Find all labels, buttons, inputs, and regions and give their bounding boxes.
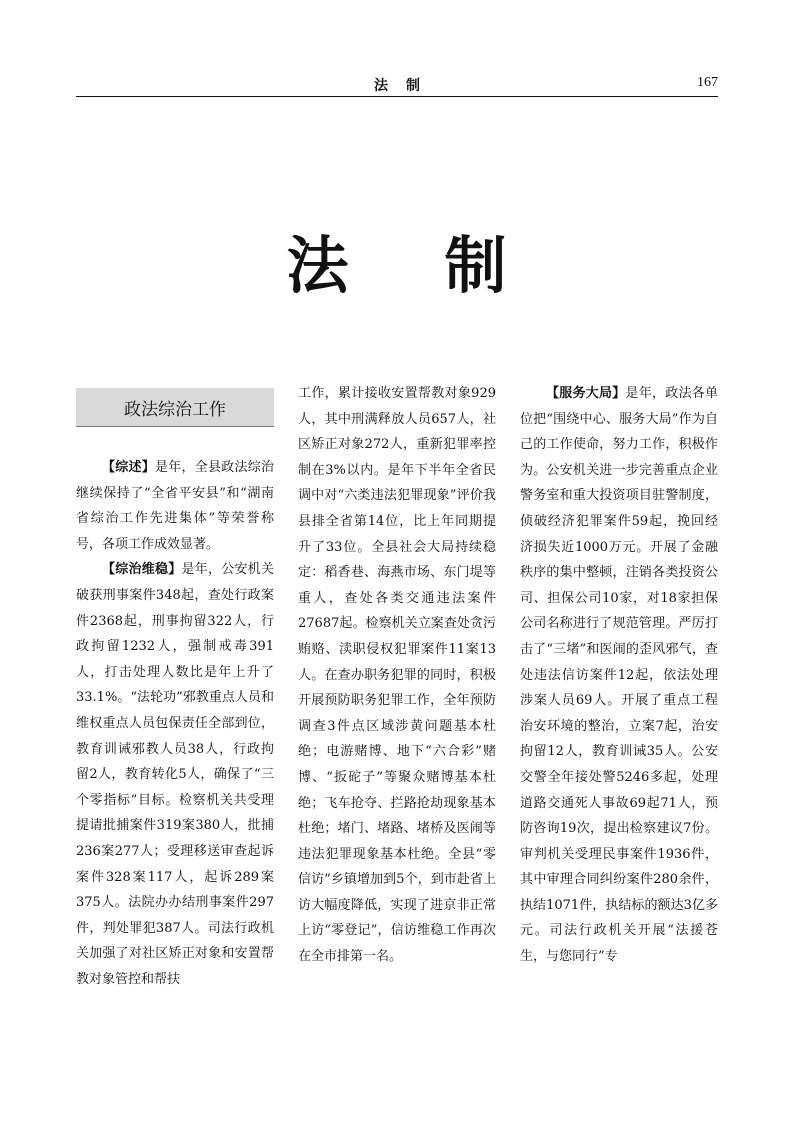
article-fuwu-body: 是年，政法各单位把“围绕中心、服务大局”作为自己的工作使命，努力工作，积极作为。公安机关进一步完善重点企业警务室和重大投资项目驻警制度，侦破经济犯罪案件59起，挽回经济损失近1000万元。开展了金融秩序的集中整顿，注销各类投资公司、担保公司10家，对18家担保公司名称进行了规范管理。严厉打击了“三堵”和医闹的歪风邪气，查处违法信访案件12起，依法处理涉案人员69人。开展了重点工程治安环境的整治，立案7起，治安拘留12人，教育训诫35人。公安交警全年接处警5246多起，处理道路交通死人事故69起71人，预防咨询19次，提出检察建议7份。审判机关受理民事案件1936件，其中审理合同纠纷案件280余件，执结1071件，执结标的额达3亿多元。司法行政机关开展“法援苍生，与您同行”专 — [520, 386, 718, 965]
article-weiwen-body: 是年，公安机关破获刑事案件348起，查处行政案件2368起，刑事拘留322人，行政拘留1232人，强制戒毒391人，打击处理人数比是年上升了33.1%。“法轮功”邪教重点人员和维权重点人员包保责任全部到位，教育训诫邪教人员38人，行政拘留2人，教育转化5人，确保了“三个零指标”目标。检察机关共受理提请批捕案件319案380人，批捕236案277人；受理移送审查起诉案件328案117人，起诉289案375人。法院办办结刑事案件297件，判处罪犯387人。司法行政机关加强了对社区矫正对象和安置帮教对象管控和帮扶 — [76, 562, 274, 987]
article-fuwu — [520, 381, 718, 970]
article-weiwen — [76, 557, 274, 992]
running-header-section: 法制 — [374, 78, 438, 94]
article-zongshu-label: 【综述】 — [102, 460, 155, 475]
article-fuwu-label: 【服务大局】 — [546, 386, 626, 401]
text-column-1 — [76, 455, 274, 992]
article-zongshu — [76, 455, 274, 557]
running-header — [76, 73, 718, 97]
article-weiwen-continuation: 工作，累计接收安置帮教对象929人，其中刑满释放人员657人，社区矫正对象272人，重新犯罪率控制在3%以内。是年下半年全省民调中对“六类违法犯罪现象”评价我县排全省第14位，比上年同期提升了33位。全县社会大局持续稳定：稻香巷、海燕市场、东门堤等重人，查处各类交通违法案件27687起。检察机关立案查处贪污贿赂、渎职侵权犯罪案件11案13人。在查办职务犯罪的同时，积极开展预防职务犯罪工作，全年预防调查3件点区域涉黄问题基本杜绝；电游赌博、地下“六合彩”赌博、“扳砣子”等聚众赌博基本杜绝；飞车抢夺、拦路抢劫现象基本杜绝；堵门、堵路、堵桥及医闹等违法犯罪现象基本杜绝。全县“零信访”乡镇增加到5个，到市赴省上访大幅度降低，实现了进京非正常上访“零登记”，信访维稳工作再次在全市排第一名。 — [298, 386, 496, 965]
chapter-title: 法制 — [286, 229, 603, 302]
section-heading-rule — [76, 426, 274, 427]
text-column-2 — [298, 381, 496, 970]
header-rule — [76, 96, 718, 97]
article-weiwen-label: 【综治维稳】 — [102, 562, 182, 578]
article-zongshu-body: 是年，全县政法综治继续保持了“全省平安县”和“湖南省综治工作先进集体”等荣誉称号，各项工作成效显著。 — [76, 460, 274, 552]
section-heading: 政法综治工作 — [76, 388, 274, 426]
text-column-3 — [520, 381, 718, 970]
page-number: 167 — [697, 75, 718, 90]
